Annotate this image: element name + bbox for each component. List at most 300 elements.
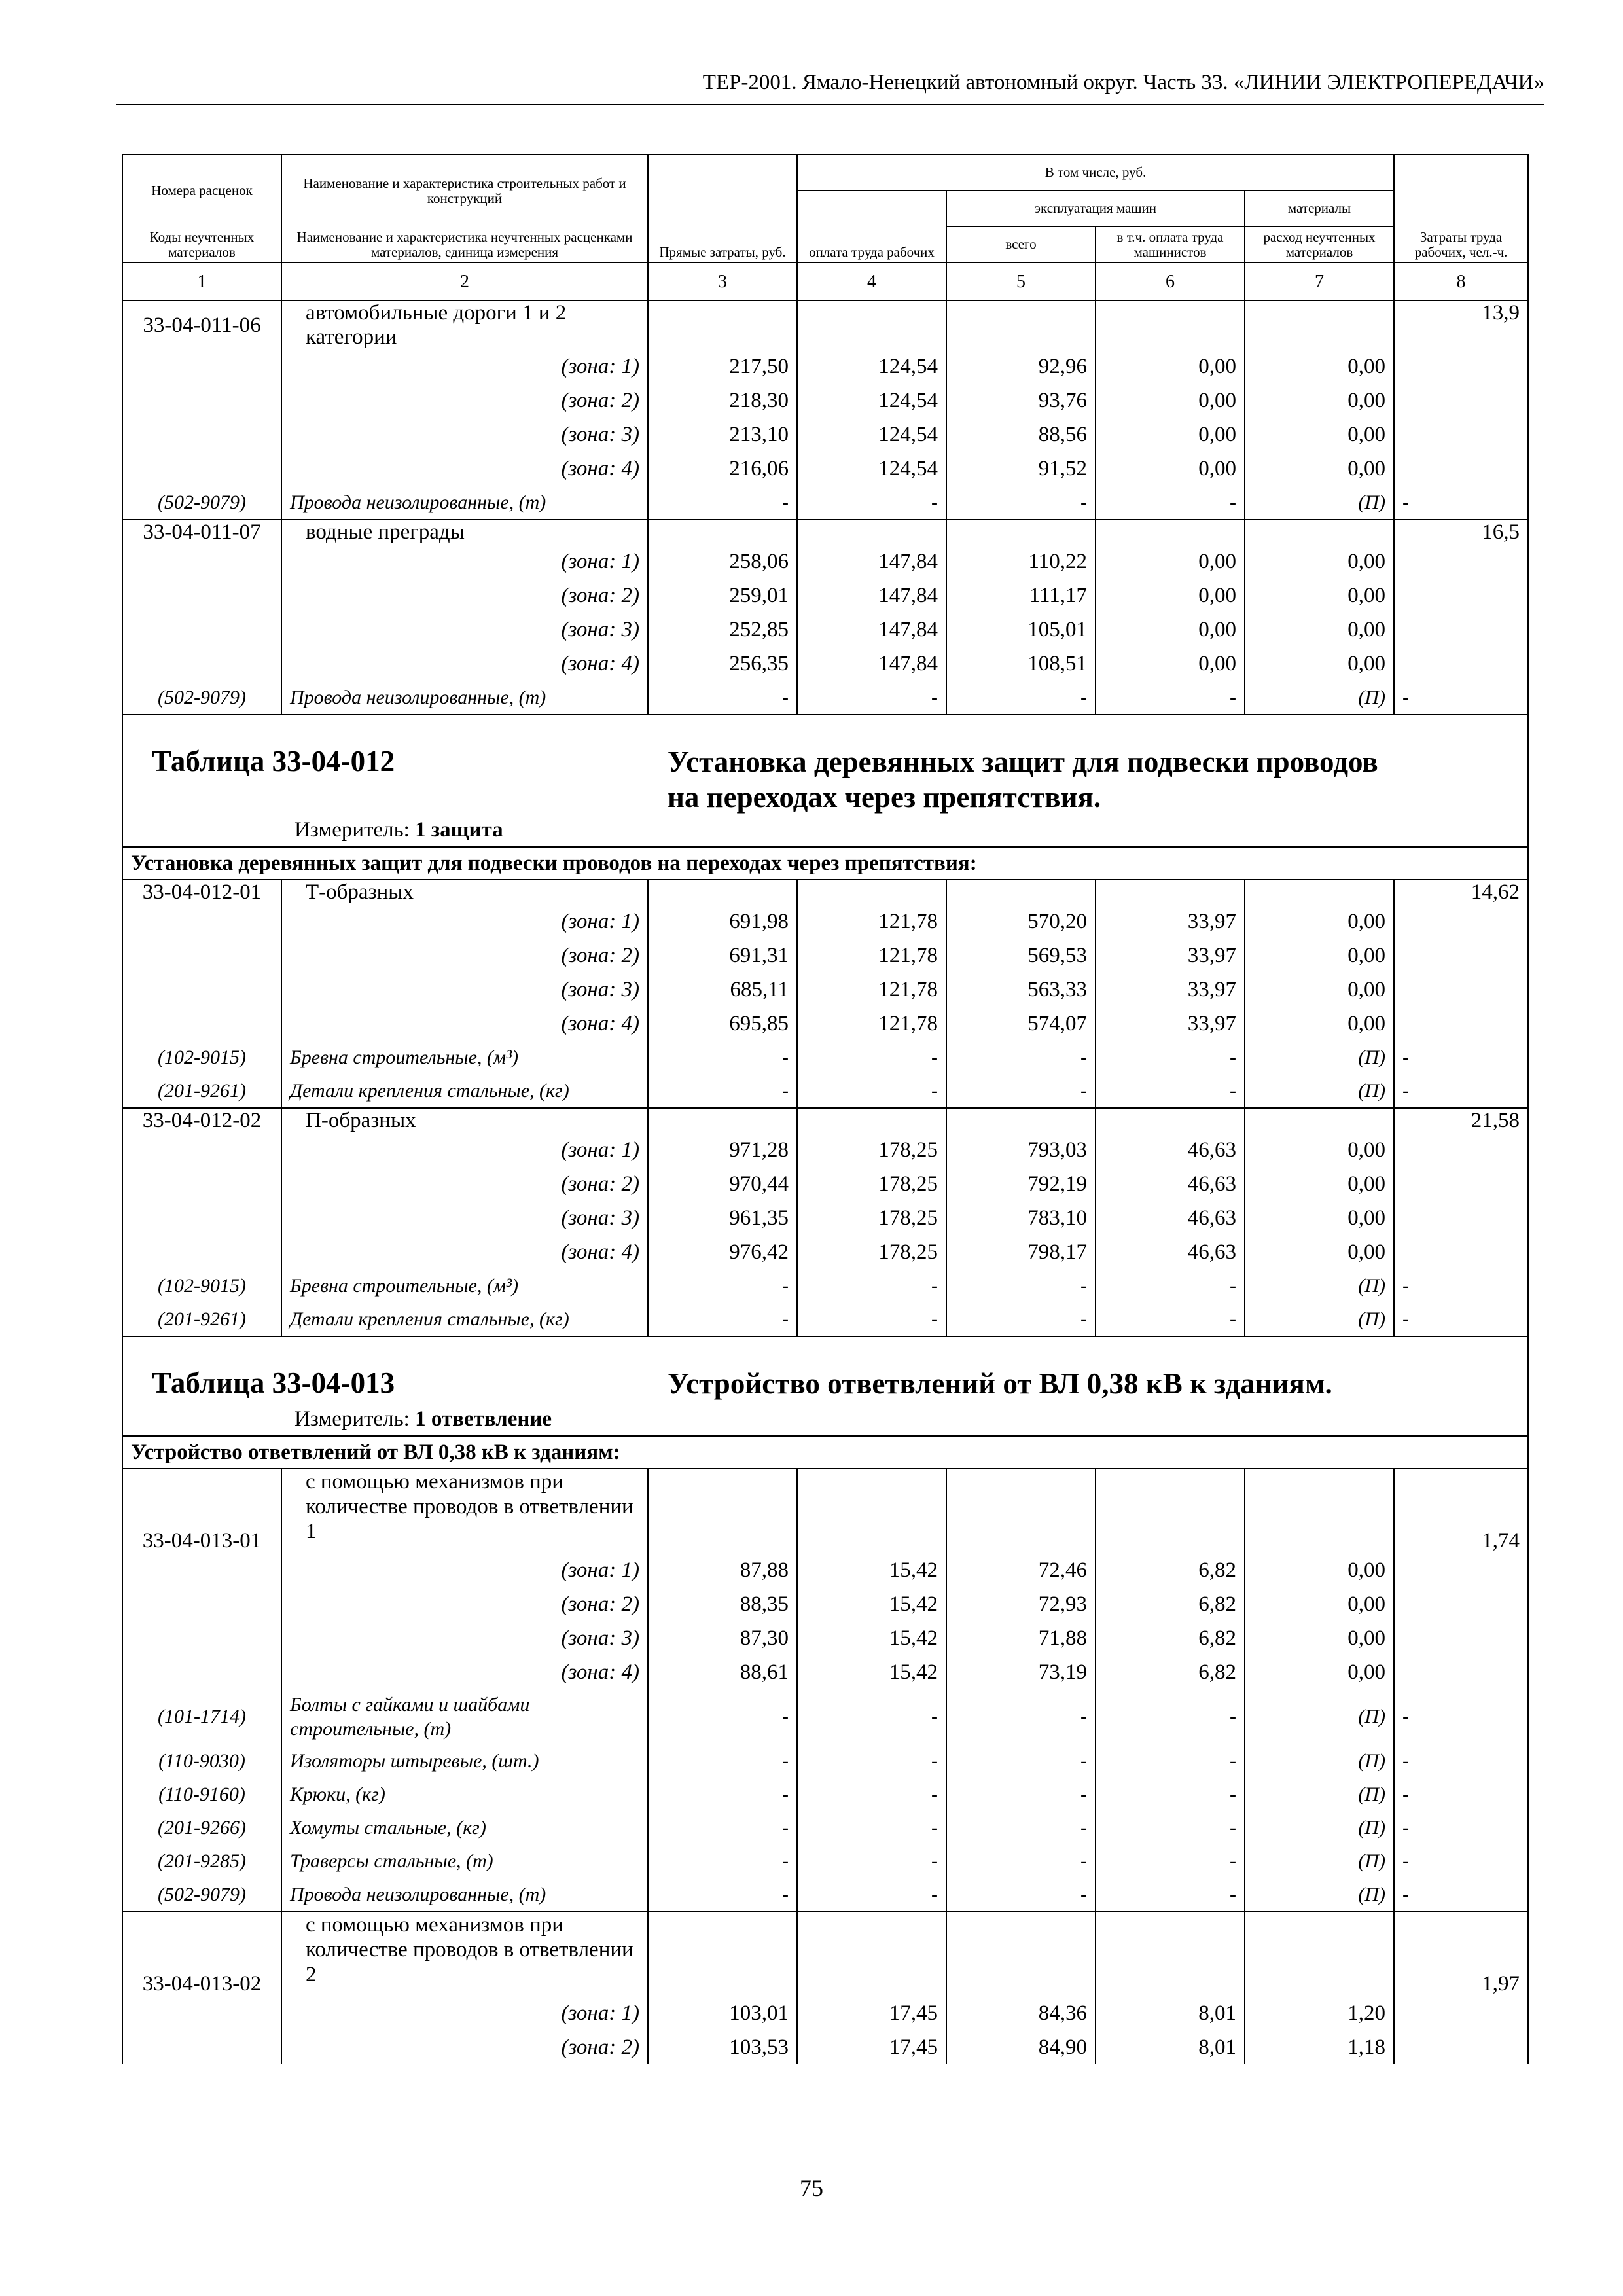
zone-value: 6,82 xyxy=(1096,1655,1245,1689)
material-code: (201-9261) xyxy=(122,1302,281,1336)
zone-value: 92,96 xyxy=(946,350,1096,384)
table-caption-row xyxy=(122,1336,1528,1436)
empty-cell xyxy=(1394,579,1528,613)
material-name: Траверсы стальные, (т) xyxy=(281,1844,648,1878)
zone-value: 783,10 xyxy=(946,1201,1096,1235)
zone-row xyxy=(122,2030,1528,2064)
rate-name: Т-образных xyxy=(281,880,648,905)
zone-value: 17,45 xyxy=(797,2030,946,2064)
empty-cell xyxy=(1394,905,1528,939)
material-dash: - xyxy=(946,1041,1096,1074)
zone-row xyxy=(122,1133,1528,1167)
empty-cell xyxy=(648,520,797,545)
empty-cell xyxy=(122,613,281,647)
table-title xyxy=(668,744,1378,815)
zone-value: 0,00 xyxy=(1245,579,1394,613)
header-col5: всего xyxy=(946,226,1096,262)
material-dash: - xyxy=(946,1689,1096,1744)
empty-cell xyxy=(1394,1621,1528,1655)
zone-value: 792,19 xyxy=(946,1167,1096,1201)
zone-label: (зона: 2) xyxy=(281,384,648,418)
material-row xyxy=(122,1744,1528,1778)
rate-row xyxy=(122,1108,1528,1133)
empty-cell xyxy=(122,350,281,384)
material-dash: - xyxy=(1096,1041,1245,1074)
material-dash: - xyxy=(797,1269,946,1302)
material-dash: - xyxy=(648,1041,797,1074)
zone-value: 0,00 xyxy=(1245,1007,1394,1041)
zone-value: 0,00 xyxy=(1245,1201,1394,1235)
material-flag: (П) xyxy=(1245,1844,1394,1878)
header-col1-bottom: Коды неучтенных материалов xyxy=(122,226,281,262)
zone-value: 0,00 xyxy=(1096,418,1245,452)
material-dash: - xyxy=(1394,681,1528,715)
zone-row xyxy=(122,1655,1528,1689)
zone-value: 147,84 xyxy=(797,579,946,613)
zone-value: 570,20 xyxy=(946,905,1096,939)
zone-value: 0,00 xyxy=(1245,973,1394,1007)
rate-name: П-образных xyxy=(281,1108,648,1133)
empty-cell xyxy=(1394,1235,1528,1269)
zone-row xyxy=(122,1007,1528,1041)
zone-value: 798,17 xyxy=(946,1235,1096,1269)
material-flag: (П) xyxy=(1245,681,1394,715)
zone-value: 124,54 xyxy=(797,418,946,452)
zone-label: (зона: 4) xyxy=(281,1235,648,1269)
empty-cell xyxy=(1394,2030,1528,2064)
empty-cell xyxy=(122,545,281,579)
zone-row xyxy=(122,973,1528,1007)
material-dash: - xyxy=(1096,1811,1245,1844)
zone-value: 961,35 xyxy=(648,1201,797,1235)
empty-cell xyxy=(122,973,281,1007)
zone-value: 178,25 xyxy=(797,1235,946,1269)
section-heading-row xyxy=(122,847,1528,880)
rate-name: с помощью механизмов при количестве проводов в ответвлении 1 xyxy=(281,1469,648,1553)
header-col2-bottom: Наименование и характеристика неучтенных расценками материалов, единица измерения xyxy=(281,226,648,262)
material-dash: - xyxy=(946,486,1096,520)
header-in-total: В том числе, руб. xyxy=(797,154,1394,190)
table-caption xyxy=(122,1336,1528,1436)
zone-value: 569,53 xyxy=(946,939,1096,973)
empty-cell xyxy=(1096,520,1245,545)
material-dash: - xyxy=(1096,681,1245,715)
empty-cell xyxy=(122,1201,281,1235)
zone-row xyxy=(122,939,1528,973)
empty-cell xyxy=(1245,1469,1394,1553)
zone-value: 0,00 xyxy=(1245,350,1394,384)
zone-value: 72,93 xyxy=(946,1587,1096,1621)
empty-cell xyxy=(797,880,946,905)
zone-value: 105,01 xyxy=(946,613,1096,647)
zone-row xyxy=(122,1235,1528,1269)
material-dash: - xyxy=(648,1778,797,1811)
empty-cell xyxy=(1394,1133,1528,1167)
zone-value: 574,07 xyxy=(946,1007,1096,1041)
material-code: (201-9285) xyxy=(122,1844,281,1878)
zone-value: 121,78 xyxy=(797,905,946,939)
material-dash: - xyxy=(946,1778,1096,1811)
material-flag: (П) xyxy=(1245,1689,1394,1744)
material-row xyxy=(122,1302,1528,1336)
material-dash: - xyxy=(1394,1844,1528,1878)
material-dash: - xyxy=(946,681,1096,715)
zone-value: 88,61 xyxy=(648,1655,797,1689)
zone-value: 685,11 xyxy=(648,973,797,1007)
zone-label: (зона: 1) xyxy=(281,905,648,939)
material-name: Детали крепления стальные, (кг) xyxy=(281,1302,648,1336)
zone-value: 71,88 xyxy=(946,1621,1096,1655)
empty-cell xyxy=(946,1108,1096,1133)
table-header xyxy=(122,154,1528,300)
labor-cost: 1,97 xyxy=(1394,1912,1528,1996)
material-dash: - xyxy=(1394,1744,1528,1778)
measure-unit xyxy=(294,1407,552,1431)
section-heading-row xyxy=(122,1436,1528,1469)
material-name: Хомуты стальные, (кг) xyxy=(281,1811,648,1844)
zone-label: (зона: 4) xyxy=(281,452,648,486)
zone-value: 88,35 xyxy=(648,1587,797,1621)
empty-cell xyxy=(122,418,281,452)
zone-label: (зона: 1) xyxy=(281,545,648,579)
zone-value: 0,00 xyxy=(1245,1167,1394,1201)
zone-value: 33,97 xyxy=(1096,905,1245,939)
empty-cell xyxy=(122,1655,281,1689)
header-col7: расход неучтенных материалов xyxy=(1245,226,1394,262)
empty-cell xyxy=(946,1469,1096,1553)
empty-cell xyxy=(1394,1553,1528,1587)
material-dash: - xyxy=(946,1269,1096,1302)
zone-value: 124,54 xyxy=(797,350,946,384)
zone-value: 563,33 xyxy=(946,973,1096,1007)
column-number: 3 xyxy=(648,262,797,300)
material-dash: - xyxy=(1096,1074,1245,1108)
zone-value: 976,42 xyxy=(648,1235,797,1269)
empty-cell xyxy=(1394,939,1528,973)
material-row xyxy=(122,1778,1528,1811)
measure-label: Измеритель: xyxy=(294,818,410,842)
rate-row xyxy=(122,880,1528,905)
labor-cost: 21,58 xyxy=(1394,1108,1528,1133)
material-code: (201-9266) xyxy=(122,1811,281,1844)
empty-cell xyxy=(648,1912,797,1996)
zone-row xyxy=(122,1996,1528,2030)
zone-value: 695,85 xyxy=(648,1007,797,1041)
zone-value: 103,01 xyxy=(648,1996,797,2030)
zone-label: (зона: 2) xyxy=(281,939,648,973)
material-dash: - xyxy=(1394,1302,1528,1336)
zone-row xyxy=(122,1587,1528,1621)
zone-value: 0,00 xyxy=(1245,418,1394,452)
rate-row xyxy=(122,520,1528,545)
zone-value: 88,56 xyxy=(946,418,1096,452)
material-dash: - xyxy=(1096,1744,1245,1778)
empty-cell xyxy=(1096,880,1245,905)
zone-row xyxy=(122,613,1528,647)
empty-cell xyxy=(122,1996,281,2030)
header-materials: материалы xyxy=(1245,190,1394,226)
zone-value: 691,31 xyxy=(648,939,797,973)
zone-value: 8,01 xyxy=(1096,2030,1245,2064)
zone-value: 108,51 xyxy=(946,647,1096,681)
empty-cell xyxy=(1394,973,1528,1007)
material-row xyxy=(122,1269,1528,1302)
empty-cell xyxy=(946,880,1096,905)
zone-row xyxy=(122,905,1528,939)
zone-value: 33,97 xyxy=(1096,973,1245,1007)
zone-value: 46,63 xyxy=(1096,1235,1245,1269)
material-dash: - xyxy=(797,1844,946,1878)
zone-value: 691,98 xyxy=(648,905,797,939)
zone-label: (зона: 2) xyxy=(281,1167,648,1201)
rate-name: с помощью механизмов при количестве проводов в ответвлении 2 xyxy=(281,1912,648,1996)
zone-label: (зона: 1) xyxy=(281,350,648,384)
empty-cell xyxy=(122,1133,281,1167)
empty-cell xyxy=(122,1167,281,1201)
table-title-line: Установка деревянных защит для подвески проводов xyxy=(668,745,1378,778)
header-machines: эксплуатация машин xyxy=(946,190,1245,226)
empty-cell xyxy=(797,300,946,350)
zone-label: (зона: 4) xyxy=(281,1007,648,1041)
measure-unit xyxy=(294,818,503,842)
rate-name: водные преграды xyxy=(281,520,648,545)
header-col2-top: Наименование и характеристика строительных работ и конструкций xyxy=(281,154,648,226)
zone-value: 216,06 xyxy=(648,452,797,486)
material-code: (102-9015) xyxy=(122,1041,281,1074)
rate-row xyxy=(122,1469,1528,1553)
empty-cell xyxy=(1245,1912,1394,1996)
zone-value: 0,00 xyxy=(1096,613,1245,647)
zone-value: 0,00 xyxy=(1096,452,1245,486)
material-code: (110-9160) xyxy=(122,1778,281,1811)
zone-row xyxy=(122,1201,1528,1235)
zone-label: (зона: 1) xyxy=(281,1133,648,1167)
material-dash: - xyxy=(648,1878,797,1912)
zone-value: 147,84 xyxy=(797,647,946,681)
column-number: 7 xyxy=(1245,262,1394,300)
rate-code: 33-04-011-06 xyxy=(122,300,281,350)
rate-code: 33-04-013-02 xyxy=(122,1912,281,1996)
material-dash: - xyxy=(1394,486,1528,520)
zone-value: 0,00 xyxy=(1245,545,1394,579)
material-dash: - xyxy=(1394,1878,1528,1912)
empty-cell xyxy=(122,2030,281,2064)
zone-label: (зона: 3) xyxy=(281,1621,648,1655)
section-heading: Установка деревянных защит для подвески проводов на переходах через препятствия: xyxy=(122,847,1528,880)
zone-label: (зона: 2) xyxy=(281,2030,648,2064)
zone-value: 33,97 xyxy=(1096,1007,1245,1041)
material-row xyxy=(122,1878,1528,1912)
measure-label: Измеритель: xyxy=(294,1407,410,1431)
empty-cell xyxy=(1394,545,1528,579)
empty-cell xyxy=(1394,418,1528,452)
material-dash: - xyxy=(1394,1041,1528,1074)
empty-cell xyxy=(122,579,281,613)
empty-cell xyxy=(122,452,281,486)
rate-code: 33-04-012-02 xyxy=(122,1108,281,1133)
material-row xyxy=(122,1689,1528,1744)
zone-value: 121,78 xyxy=(797,1007,946,1041)
zone-value: 121,78 xyxy=(797,939,946,973)
material-dash: - xyxy=(797,1878,946,1912)
material-code: (502-9079) xyxy=(122,681,281,715)
table-caption-row xyxy=(122,715,1528,847)
measure-value: 1 ответвление xyxy=(415,1407,552,1431)
material-dash: - xyxy=(1096,1878,1245,1912)
material-dash: - xyxy=(797,1811,946,1844)
header-col4: оплата труда рабочих xyxy=(797,190,946,262)
material-code: (101-1714) xyxy=(122,1689,281,1744)
zone-value: 15,42 xyxy=(797,1553,946,1587)
zone-value: 0,00 xyxy=(1096,384,1245,418)
zone-label: (зона: 4) xyxy=(281,647,648,681)
zone-value: 259,01 xyxy=(648,579,797,613)
material-dash: - xyxy=(797,486,946,520)
empty-cell xyxy=(1394,384,1528,418)
material-dash: - xyxy=(797,1778,946,1811)
zone-value: 147,84 xyxy=(797,613,946,647)
empty-cell xyxy=(648,1108,797,1133)
empty-cell xyxy=(1245,880,1394,905)
zone-value: 84,36 xyxy=(946,1996,1096,2030)
empty-cell xyxy=(122,1587,281,1621)
zone-row xyxy=(122,350,1528,384)
zone-value: 15,42 xyxy=(797,1621,946,1655)
column-number-row xyxy=(122,262,1528,300)
material-dash: - xyxy=(797,1744,946,1778)
rate-code: 33-04-013-01 xyxy=(122,1469,281,1553)
zone-value: 258,06 xyxy=(648,545,797,579)
empty-cell xyxy=(946,300,1096,350)
zone-value: 970,44 xyxy=(648,1167,797,1201)
zone-value: 218,30 xyxy=(648,384,797,418)
zone-value: 213,10 xyxy=(648,418,797,452)
material-name: Провода неизолированные, (т) xyxy=(281,486,648,520)
zone-value: 0,00 xyxy=(1096,579,1245,613)
empty-cell xyxy=(1096,300,1245,350)
material-dash: - xyxy=(1394,1689,1528,1744)
zone-value: 0,00 xyxy=(1096,350,1245,384)
material-dash: - xyxy=(648,486,797,520)
zone-value: 17,45 xyxy=(797,1996,946,2030)
zone-label: (зона: 3) xyxy=(281,1201,648,1235)
zone-label: (зона: 3) xyxy=(281,973,648,1007)
material-name: Бревна строительные, (м³) xyxy=(281,1269,648,1302)
column-number: 2 xyxy=(281,262,648,300)
zone-value: 0,00 xyxy=(1245,1553,1394,1587)
material-code: (502-9079) xyxy=(122,1878,281,1912)
material-dash: - xyxy=(1394,1269,1528,1302)
material-flag: (П) xyxy=(1245,1811,1394,1844)
zone-value: 971,28 xyxy=(648,1133,797,1167)
zone-value: 103,53 xyxy=(648,2030,797,2064)
material-code: (502-9079) xyxy=(122,486,281,520)
zone-value: 15,42 xyxy=(797,1587,946,1621)
empty-cell xyxy=(797,1469,946,1553)
zone-value: 87,30 xyxy=(648,1621,797,1655)
empty-cell xyxy=(1394,1655,1528,1689)
material-flag: (П) xyxy=(1245,1302,1394,1336)
material-dash: - xyxy=(946,1074,1096,1108)
zone-label: (зона: 2) xyxy=(281,579,648,613)
zone-value: 111,17 xyxy=(946,579,1096,613)
empty-cell xyxy=(1394,452,1528,486)
zone-value: 0,00 xyxy=(1245,452,1394,486)
material-dash: - xyxy=(1096,486,1245,520)
material-dash: - xyxy=(946,1744,1096,1778)
material-dash: - xyxy=(797,681,946,715)
material-name: Провода неизолированные, (т) xyxy=(281,1878,648,1912)
header-col8: Затраты труда рабочих, чел.-ч. xyxy=(1394,154,1528,262)
rate-code: 33-04-012-01 xyxy=(122,880,281,905)
zone-value: 124,54 xyxy=(797,384,946,418)
zone-value: 0,00 xyxy=(1245,939,1394,973)
header-col3: Прямые затраты, руб. xyxy=(648,154,797,262)
zone-label: (зона: 1) xyxy=(281,1996,648,2030)
material-dash: - xyxy=(1096,1844,1245,1878)
material-row xyxy=(122,1844,1528,1878)
empty-cell xyxy=(1394,613,1528,647)
labor-cost: 16,5 xyxy=(1394,520,1528,545)
empty-cell xyxy=(1394,1007,1528,1041)
material-row xyxy=(122,1811,1528,1844)
material-code: (102-9015) xyxy=(122,1269,281,1302)
material-dash: - xyxy=(648,1074,797,1108)
zone-value: 46,63 xyxy=(1096,1201,1245,1235)
material-code: (201-9261) xyxy=(122,1074,281,1108)
empty-cell xyxy=(1245,1108,1394,1133)
price-table xyxy=(122,154,1529,2064)
material-row xyxy=(122,681,1528,715)
zone-value: 178,25 xyxy=(797,1167,946,1201)
zone-value: 0,00 xyxy=(1245,647,1394,681)
zone-label: (зона: 3) xyxy=(281,613,648,647)
material-flag: (П) xyxy=(1245,1074,1394,1108)
empty-cell xyxy=(1245,300,1394,350)
zone-value: 217,50 xyxy=(648,350,797,384)
empty-cell xyxy=(122,905,281,939)
material-dash: - xyxy=(797,1689,946,1744)
zone-label: (зона: 1) xyxy=(281,1553,648,1587)
column-number: 6 xyxy=(1096,262,1245,300)
zone-value: 87,88 xyxy=(648,1553,797,1587)
empty-cell xyxy=(1394,647,1528,681)
zone-value: 793,03 xyxy=(946,1133,1096,1167)
table-body xyxy=(122,300,1528,2064)
zone-value: 6,82 xyxy=(1096,1553,1245,1587)
empty-cell xyxy=(122,1007,281,1041)
empty-cell xyxy=(122,1553,281,1587)
material-row xyxy=(122,1074,1528,1108)
zone-value: 124,54 xyxy=(797,452,946,486)
material-dash: - xyxy=(648,1744,797,1778)
table-number: Таблица 33-04-012 xyxy=(152,745,395,778)
empty-cell xyxy=(1096,1108,1245,1133)
labor-cost: 13,9 xyxy=(1394,300,1528,350)
measure-value: 1 защита xyxy=(415,818,503,842)
zone-value: 256,35 xyxy=(648,647,797,681)
zone-label: (зона: 3) xyxy=(281,418,648,452)
material-dash: - xyxy=(1394,1074,1528,1108)
rate-name: автомобильные дороги 1 и 2 категории xyxy=(281,300,648,350)
zone-value: 178,25 xyxy=(797,1201,946,1235)
material-dash: - xyxy=(648,1811,797,1844)
empty-cell xyxy=(946,520,1096,545)
rate-row xyxy=(122,1912,1528,1996)
material-name: Крюки, (кг) xyxy=(281,1778,648,1811)
material-flag: (П) xyxy=(1245,1041,1394,1074)
material-flag: (П) xyxy=(1245,1269,1394,1302)
